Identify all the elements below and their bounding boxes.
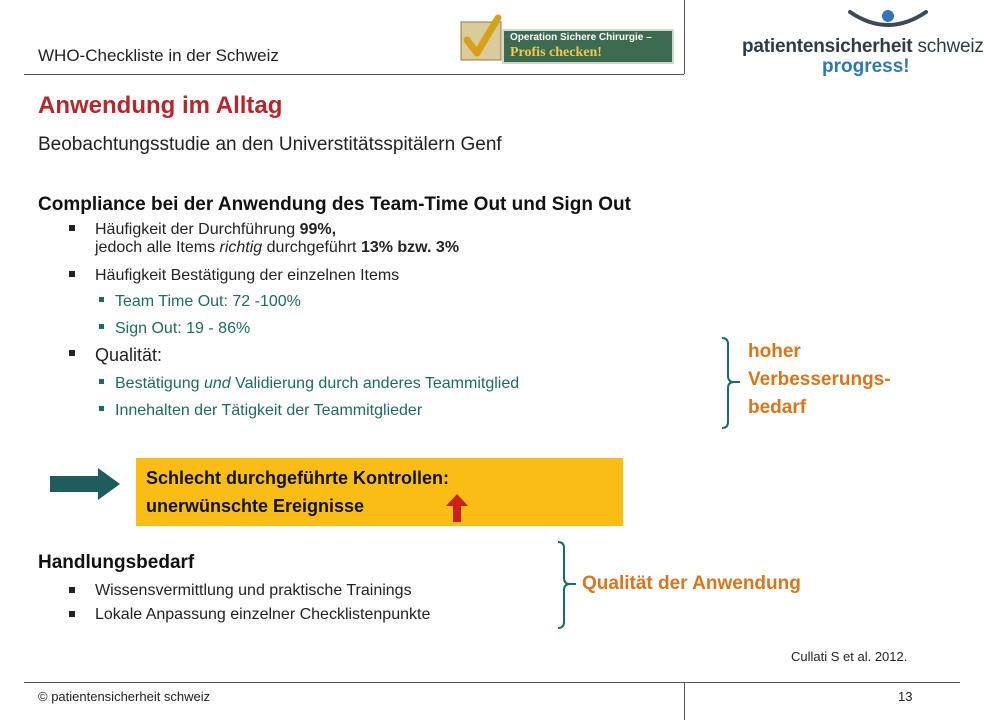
page-number: 13 (898, 689, 913, 704)
sub-bullet-validation: Bestätigung und Validierung durch anderes Teammitglied (115, 375, 520, 392)
bracket-icon (554, 540, 578, 630)
logo-name: patientensicherheit schweiz (742, 36, 984, 57)
page-title: Anwendung im Alltag (38, 92, 283, 119)
header-label: WHO-Checkliste in der Schweiz (38, 46, 279, 65)
header-divider (24, 74, 684, 75)
compliance-heading: Compliance bei der Anwendung des Team-Time Out und Sign Out (38, 194, 631, 215)
surgery-campaign-badge (460, 16, 674, 66)
sub-bullet-square-icon (99, 297, 104, 302)
header-vertical-divider (684, 0, 685, 74)
sub-bullet-square-icon (99, 324, 104, 329)
bullet-local-adaptation: Lokale Anpassung einzelner Checklistenpunkte (95, 606, 431, 623)
sub-bullet-team-time-out: Team Time Out: 72 -100% (115, 293, 301, 310)
bracket-icon (718, 336, 742, 432)
bullet-square-icon (69, 225, 75, 231)
note-application-quality: Qualität der Anwendung (582, 573, 801, 594)
logo-subtitle: progress! (822, 56, 910, 77)
sub-bullet-sign-out: Sign Out: 19 - 86% (115, 320, 251, 337)
bullet-square-icon (69, 271, 75, 277)
action-heading: Handlungsbedarf (38, 552, 195, 573)
right-arrow-icon (50, 468, 122, 500)
bullet-square-icon (69, 611, 75, 617)
patientensicherheit-logo (738, 4, 984, 78)
bullet-square-icon (69, 587, 75, 593)
page-subtitle: Beobachtungsstudie an den Universtitätsspitälern Genf (38, 134, 502, 155)
callout-box (136, 458, 623, 526)
bullet-frequency: Häufigkeit der Durchführung 99%, jedoch alle Items richtig durchgeführt 13% bzw. 3% (95, 221, 460, 256)
sub-bullet-pause: Innehalten der Tätigkeit der Teammitglieder (115, 402, 423, 419)
up-arrow-icon (446, 494, 468, 522)
footer-vertical-divider (684, 682, 685, 720)
bullet-quality: Qualität: (95, 345, 163, 365)
note-improvement-needed: hoher Verbesserungs- bedarf (748, 341, 891, 418)
callout-line1: Schlecht durchgeführte Kontrollen: (146, 468, 450, 488)
logo-figure-icon (738, 4, 948, 38)
badge-line1: Operation Sichere Chirurgie – (510, 32, 652, 43)
bullet-confirmation: Häufigkeit Bestätigung der einzelnen Items (95, 267, 400, 284)
citation: Cullati S et al. 2012. (791, 649, 908, 664)
callout-line2: unerwünschte Ereignisse (146, 496, 365, 516)
sub-bullet-square-icon (99, 406, 104, 411)
badge-line2: Profis checken! (510, 45, 602, 60)
bullet-square-icon (69, 350, 75, 356)
footer-divider (24, 682, 960, 683)
sub-bullet-square-icon (99, 379, 104, 384)
bullet-training: Wissensvermittlung und praktische Trainings (95, 582, 412, 599)
footer-copyright: © patientensicherheit schweiz (38, 689, 211, 704)
